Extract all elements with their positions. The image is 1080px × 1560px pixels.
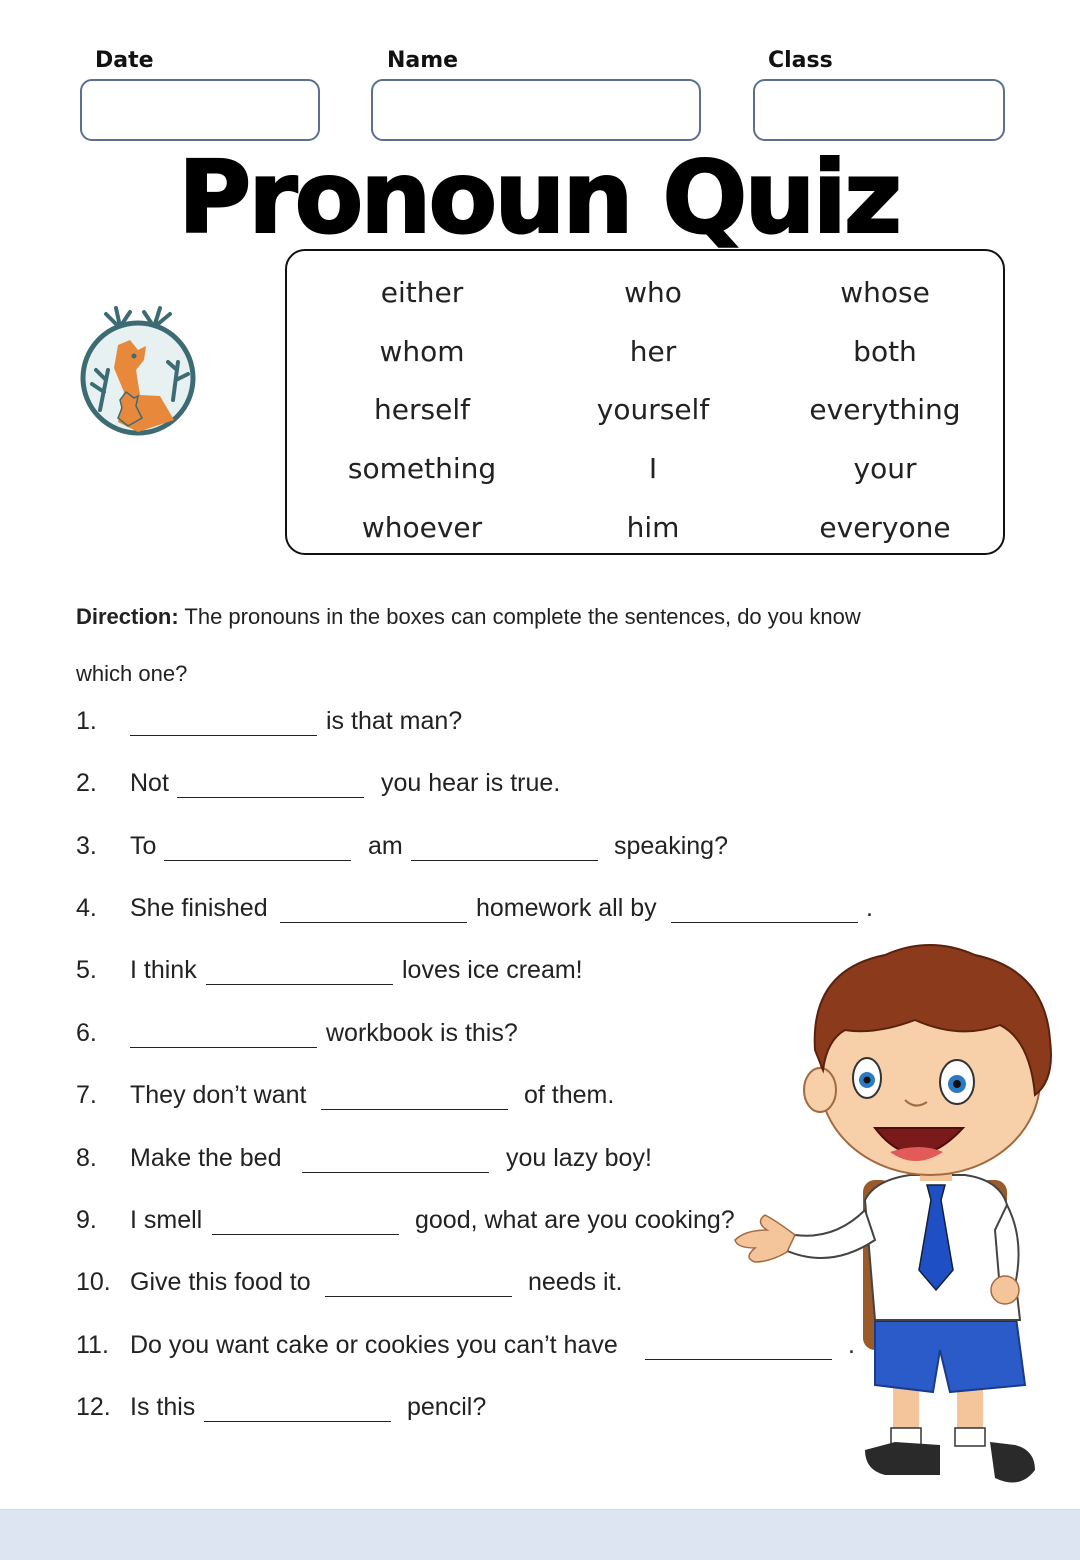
question-text: good, what are you cooking? [415, 1206, 735, 1234]
answer-blank[interactable] [280, 922, 467, 923]
question-text: They don’t want [130, 1081, 307, 1109]
class-field[interactable] [753, 79, 1005, 141]
question-text: you hear is true. [381, 769, 561, 797]
question-number: 11. [76, 1331, 109, 1359]
question-text: you lazy boy! [506, 1144, 652, 1172]
question-number: 2. [76, 769, 97, 797]
answer-blank[interactable] [130, 1047, 317, 1048]
class-label: Class [768, 48, 833, 73]
name-field[interactable] [371, 79, 701, 141]
deer-logo-icon [78, 300, 200, 445]
word-bank-item: I [648, 452, 658, 485]
question-number: 9. [76, 1206, 97, 1234]
question-text: Not [130, 769, 169, 797]
word-bank-item: something [347, 452, 497, 485]
question-text: am [368, 832, 403, 860]
question-number: 3. [76, 832, 97, 860]
question-number: 1. [76, 707, 97, 735]
word-bank-item: him [626, 511, 680, 544]
word-bank-item: your [853, 452, 917, 485]
question-number: 10. [76, 1268, 111, 1296]
direction-line-2: which one? [76, 661, 188, 686]
question-text: Do you want cake or cookies you can’t have [130, 1331, 618, 1359]
question-text: She finished [130, 894, 268, 922]
question-text: is that man? [326, 707, 463, 735]
answer-blank[interactable] [321, 1109, 508, 1110]
question-text: I smell [130, 1206, 203, 1234]
question-text: speaking? [614, 832, 728, 860]
word-bank-item: whose [840, 276, 930, 309]
date-label: Date [95, 48, 154, 73]
date-field[interactable] [80, 79, 320, 141]
word-bank-item: everyone [819, 511, 951, 544]
answer-blank[interactable] [302, 1172, 489, 1173]
direction-text [76, 588, 976, 702]
word-bank-item: whoever [361, 511, 483, 544]
answer-blank[interactable] [325, 1296, 512, 1297]
answer-blank[interactable] [411, 860, 598, 861]
question-text: Give this food to [130, 1268, 311, 1296]
direction-line-1: The pronouns in the boxes can complete the sentences, do you know [184, 604, 861, 629]
answer-blank[interactable] [130, 735, 317, 736]
question-text: of them. [524, 1081, 615, 1109]
answer-blank[interactable] [671, 922, 858, 923]
question-number: 7. [76, 1081, 97, 1109]
question-number: 12. [76, 1393, 111, 1421]
word-bank-item: both [853, 335, 917, 368]
footer-band [0, 1509, 1080, 1560]
question-number: 5. [76, 956, 97, 984]
answer-blank[interactable] [204, 1421, 391, 1422]
word-bank-item: her [629, 335, 677, 368]
question-text: Make the bed [130, 1144, 282, 1172]
word-bank-item: who [624, 276, 682, 309]
question-number: 4. [76, 894, 97, 922]
word-bank-item: everything [809, 393, 961, 426]
question-text: To [130, 832, 157, 860]
answer-blank[interactable] [164, 860, 351, 861]
question-text: workbook is this? [326, 1019, 518, 1047]
question-text: loves ice cream! [402, 956, 583, 984]
word-bank-item: yourself [596, 393, 710, 426]
question-text: . [848, 1331, 855, 1359]
direction-label: Direction: [76, 604, 179, 629]
question-text: homework all by [476, 894, 657, 922]
question-text: needs it. [528, 1268, 623, 1296]
answer-blank[interactable] [206, 984, 393, 985]
question-number: 6. [76, 1019, 97, 1047]
answer-blank[interactable] [212, 1234, 399, 1235]
question-text: . [866, 894, 873, 922]
word-bank [285, 249, 1005, 555]
question-number: 8. [76, 1144, 97, 1172]
schoolboy-illustration [715, 930, 1060, 1505]
question-text: pencil? [407, 1393, 487, 1421]
question-text: Is this [130, 1393, 196, 1421]
word-bank-item: whom [379, 335, 465, 368]
answer-blank[interactable] [177, 797, 364, 798]
question-text: I think [130, 956, 197, 984]
page-title: Pronoun Quiz [178, 139, 900, 256]
name-label: Name [387, 48, 459, 73]
word-bank-item: either [380, 276, 464, 309]
word-bank-item: herself [374, 393, 470, 426]
